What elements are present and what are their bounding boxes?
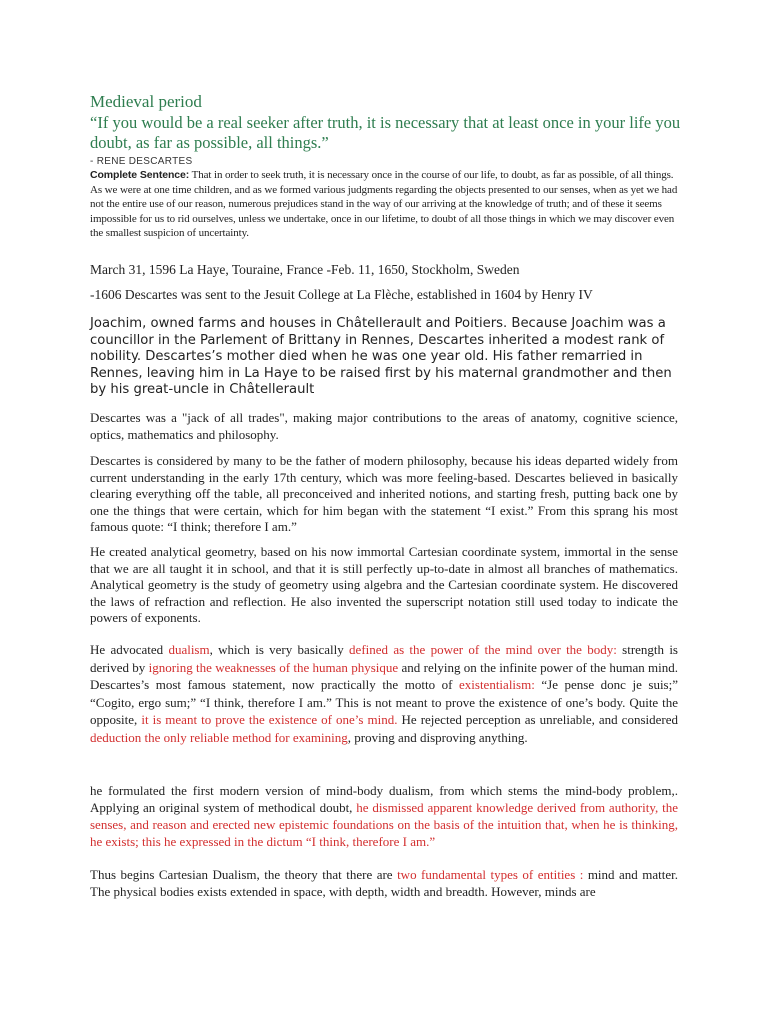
jack-of-all-trades-paragraph: Descartes was a "jack of all trades", making major contributions to the areas of anatomy, cognitive science, optics, mathematics and philosophy. — [90, 410, 678, 442]
section-heading: Medieval period — [90, 92, 202, 111]
life-dates: March 31, 1596 La Haye, Touraine, France -Feb. 11, 1650, Stockholm, Sweden — [90, 262, 520, 277]
family-paragraph: Joachim, owned farms and houses in Châtellerault and Poitiers. Because Joachim was a councillor in the Parlement of Brittany in Rennes, Descartes inherited a modest rank of nobility. Descartes’s mother died when he was one year old. His father remarried in Rennes, leaving him in La Haye to be raised first by his maternal grandmother and then by his great-uncle in Châtellerault — [90, 316, 672, 397]
dualism-highlight-6: deduction the only reliable method for examining — [90, 729, 348, 745]
dualism-text-2: , which is very basically — [209, 642, 350, 657]
dualism-highlight-4: existentialism: — [459, 677, 535, 692]
descartes-quote: “If you would be a real seeker after truth, it is necessary that at least once in your life you doubt, as far as possible, all things.” — [90, 113, 681, 152]
quote-attribution: - RENE DESCARTES — [90, 156, 193, 167]
mind-body-highlight-1: he dismissed apparent knowledge derived from authority, the senses, and reason and erected new epistemic foundations on the basis of the intuition that, when he is thinking, he exists; this he expressed in the dictum “I think, therefore I am.” — [90, 800, 678, 849]
cartesian-dualism-paragraph — [90, 866, 678, 900]
complete-sentence-label: Complete Sentence: — [90, 169, 190, 181]
dualism-text-3: strength is derived by — [90, 642, 678, 675]
dualism-highlight-5: it is meant to prove the existence of one’s mind. — [141, 712, 398, 727]
cartesian-highlight-1: two fundamental types of entities : — [397, 867, 584, 882]
dualism-highlight-2: defined as the power of the mind over the body: — [349, 642, 617, 657]
dualism-text-5: “Je pense donc je suis;” “Cogito, ergo sum;” “I think, therefore I am.” This is not meant to prove the existence of one’s body. Quite the opposite, — [90, 677, 679, 727]
dualism-highlight-3: ignoring the weaknesses of the human physique — [148, 659, 399, 675]
complete-sentence-text: That in order to seek truth, it is necessary once in the course of our life, to doubt, as far as possible, of all things. As we were at one time children, and as we formed various judgments regarding the objects presented to our senses, when as yet we had not the entire use of our reason, numerous prejudices stand in the way of our arriving at the knowledge of truth; and of these it seems impossible for us to rid ourselves, unless we undertake, once in our lifetime, to doubt of all those things in which we may discover even the smallest suspicion of uncertainty. — [90, 169, 678, 239]
dualism-text-7: , proving and disproving anything. — [347, 729, 528, 745]
dualism-text-6: He rejected perception as unreliable, and considered — [397, 712, 678, 727]
father-of-philosophy-paragraph: Descartes is considered by many to be the father of modern philosophy, because his ideas departed widely from current understanding in the early 17th century, which was more feeling-based. Descartes believed in basically clearing everything off the table, all preconceived and inherited notions, and starting fresh, putting back one by one the things that were certain, which for him began with the statement “I exist.” From this sprang his most famous quote: “I think; therefore I am.” — [90, 453, 678, 534]
complete-sentence-paragraph — [90, 168, 678, 241]
dualism-text-1: He advocated — [90, 642, 169, 657]
analytical-geometry-paragraph: He created analytical geometry, based on his now immortal Cartesian coordinate system, immortal in the sense that we are all taught it in school, and that it is still perfectly up-to-date in almost all branches of mathematics. Analytical geometry is the study of geometry using algebra and the Cartesian coordinate system. He discovered the laws of refraction and reflection. He also invented the superscript notation still used today to indicate the powers of exponents. — [90, 544, 678, 625]
dualism-paragraph — [90, 641, 678, 746]
mind-body-text-1: he formulated the first modern version of mind-body dualism, from which stems the mind-body problem,. Applying an original system of methodical doubt, — [90, 783, 678, 815]
jesuit-college-line: -1606 Descartes was sent to the Jesuit College at La Flèche, established in 1604 by Henry IV — [90, 287, 593, 302]
cartesian-text-2: mind and matter. The physical bodies exists extended in space, with depth, width and breadth. However, minds are — [90, 867, 679, 899]
mind-body-paragraph — [90, 782, 678, 850]
dualism-highlight-1: dualism — [168, 642, 210, 657]
dualism-text-4: and relying on the infinite power of the human mind. Descartes’s most famous statement, now practically the motto of — [90, 659, 679, 692]
cartesian-text-1: Thus begins Cartesian Dualism, the theory that there are — [90, 867, 398, 882]
